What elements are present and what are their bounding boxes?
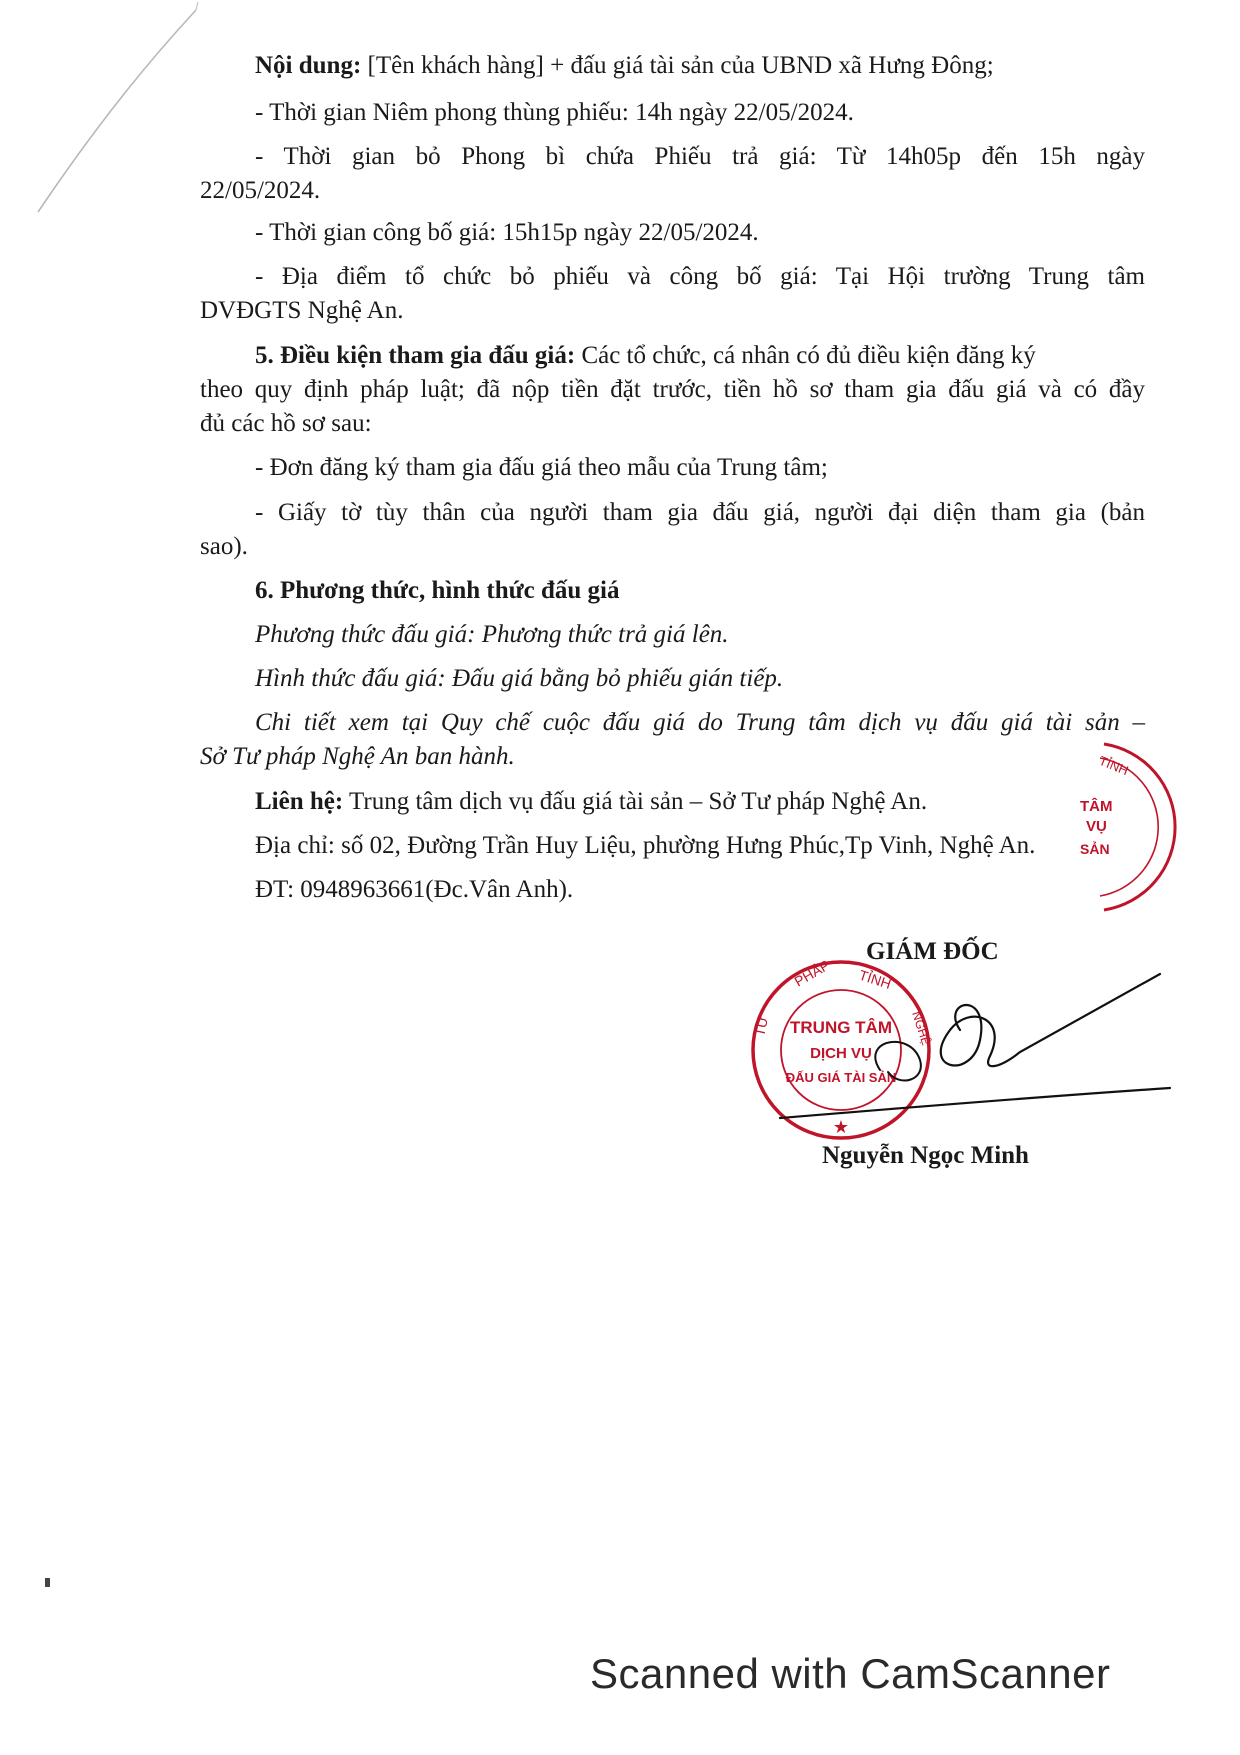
partial-seal-line-1: TÂM [1080, 798, 1113, 815]
partial-seal-line-2: VỤ [1086, 818, 1107, 835]
handwritten-signature [760, 960, 1180, 1140]
don-dang-ky-line: - Đơn đăng ký tham gia đấu giá theo mẫu của Trung tâm; [255, 454, 828, 481]
signature-title: GIÁM ĐỐC [866, 938, 999, 965]
main-seal-outer-top-right: TỈNH [857, 966, 894, 992]
chi-tiet-line-1: Chi tiết xem tại Quy chế cuộc đấu giá do Trung tâm dịch vụ đấu giá tài sản – [255, 709, 1145, 736]
dia-diem-line-2: DVĐGTS Nghệ An. [200, 297, 404, 324]
main-seal-outer-left: TƯ [751, 1014, 772, 1038]
lien-he-text: Trung tâm dịch vụ đấu giá tài sản – Sở Tư pháp Nghệ An. [343, 788, 928, 815]
bo-phong-bi-line-1: - Thời gian bỏ Phong bì chứa Phiếu trả giá: Từ 14h05p đến 15h ngày [255, 143, 1145, 170]
cong-bo-gia-line: - Thời gian công bố giá: 15h15p ngày 22/05/2024. [255, 219, 759, 246]
main-seal-inner-line-1: TRUNG TÂM [790, 1018, 892, 1037]
partial-seal-top-text: TỈNH [1096, 752, 1131, 779]
noi-dung-line [255, 50, 994, 82]
scan-fold-line [0, 0, 220, 230]
section-5-title: 5. Điều kiện tham gia đấu giá: [255, 342, 576, 369]
section-5-line-1 [255, 340, 1145, 372]
giay-to-line-1: - Giấy tờ tùy thân của người tham gia đấu giá, người đại diện tham gia (bản [255, 499, 1145, 526]
hinh-thuc-line: Hình thức đấu giá: Đấu giá bằng bỏ phiếu gián tiếp. [255, 665, 784, 692]
main-seal-inner-line-3: ĐẤU GIÁ TÀI SẢN [785, 1070, 897, 1085]
chi-tiet-line-2: Sở Tư pháp Nghệ An ban hành. [200, 743, 515, 770]
main-seal-outer-top: PHÁP [791, 956, 833, 990]
seal-star-icon: ★ [832, 1117, 850, 1137]
signer-name: Nguyễn Ngọc Minh [822, 1142, 1029, 1169]
camscanner-watermark: Scanned with CamScanner [590, 1650, 1111, 1697]
noi-dung-text: [Tên khách hàng] + đấu giá tài sản của UBND xã Hưng Đông; [361, 52, 994, 79]
niem-phong-line: - Thời gian Niêm phong thùng phiếu: 14h ngày 22/05/2024. [255, 99, 854, 126]
bo-phong-bi-line-2: 22/05/2024. [200, 177, 321, 204]
noi-dung-label: Nội dung: [255, 52, 362, 79]
dia-diem-line-1: - Địa điểm tổ chức bỏ phiếu và công bố giá: Tại Hội trường Trung tâm [255, 263, 1145, 290]
section-5-line-3: đủ các hồ sơ sau: [200, 410, 372, 437]
phuong-thuc-line: Phương thức đấu giá: Phương thức trả giá lên. [255, 621, 729, 648]
main-seal-inner-line-2: DỊCH VỤ [810, 1045, 872, 1062]
dia-chi-line: Địa chỉ: số 02, Đường Trần Huy Liệu, phường Hưng Phúc,Tp Vinh, Nghệ An. [255, 832, 1036, 859]
scan-artifact [45, 1578, 50, 1587]
lien-he-label: Liên hệ: [255, 788, 344, 815]
giay-to-line-2: sao). [200, 533, 248, 560]
partial-seal-line-3: SẢN [1080, 841, 1110, 857]
section-5-line-2: theo quy định pháp luật; đã nộp tiền đặt trước, tiền hồ sơ tham gia đấu giá và có đầy [200, 376, 1145, 403]
main-seal-outer-right: NGHỆ [909, 1009, 934, 1047]
lien-he-line [255, 786, 927, 818]
dien-thoai-line: ĐT: 0948963661(Đc.Vân Anh). [255, 876, 574, 903]
section-5-text: Các tổ chức, cá nhân có đủ điều kiện đăng ký [575, 342, 1036, 369]
section-6-title: 6. Phương thức, hình thức đấu giá [255, 577, 620, 604]
partial-seal-stamp [1080, 726, 1200, 926]
